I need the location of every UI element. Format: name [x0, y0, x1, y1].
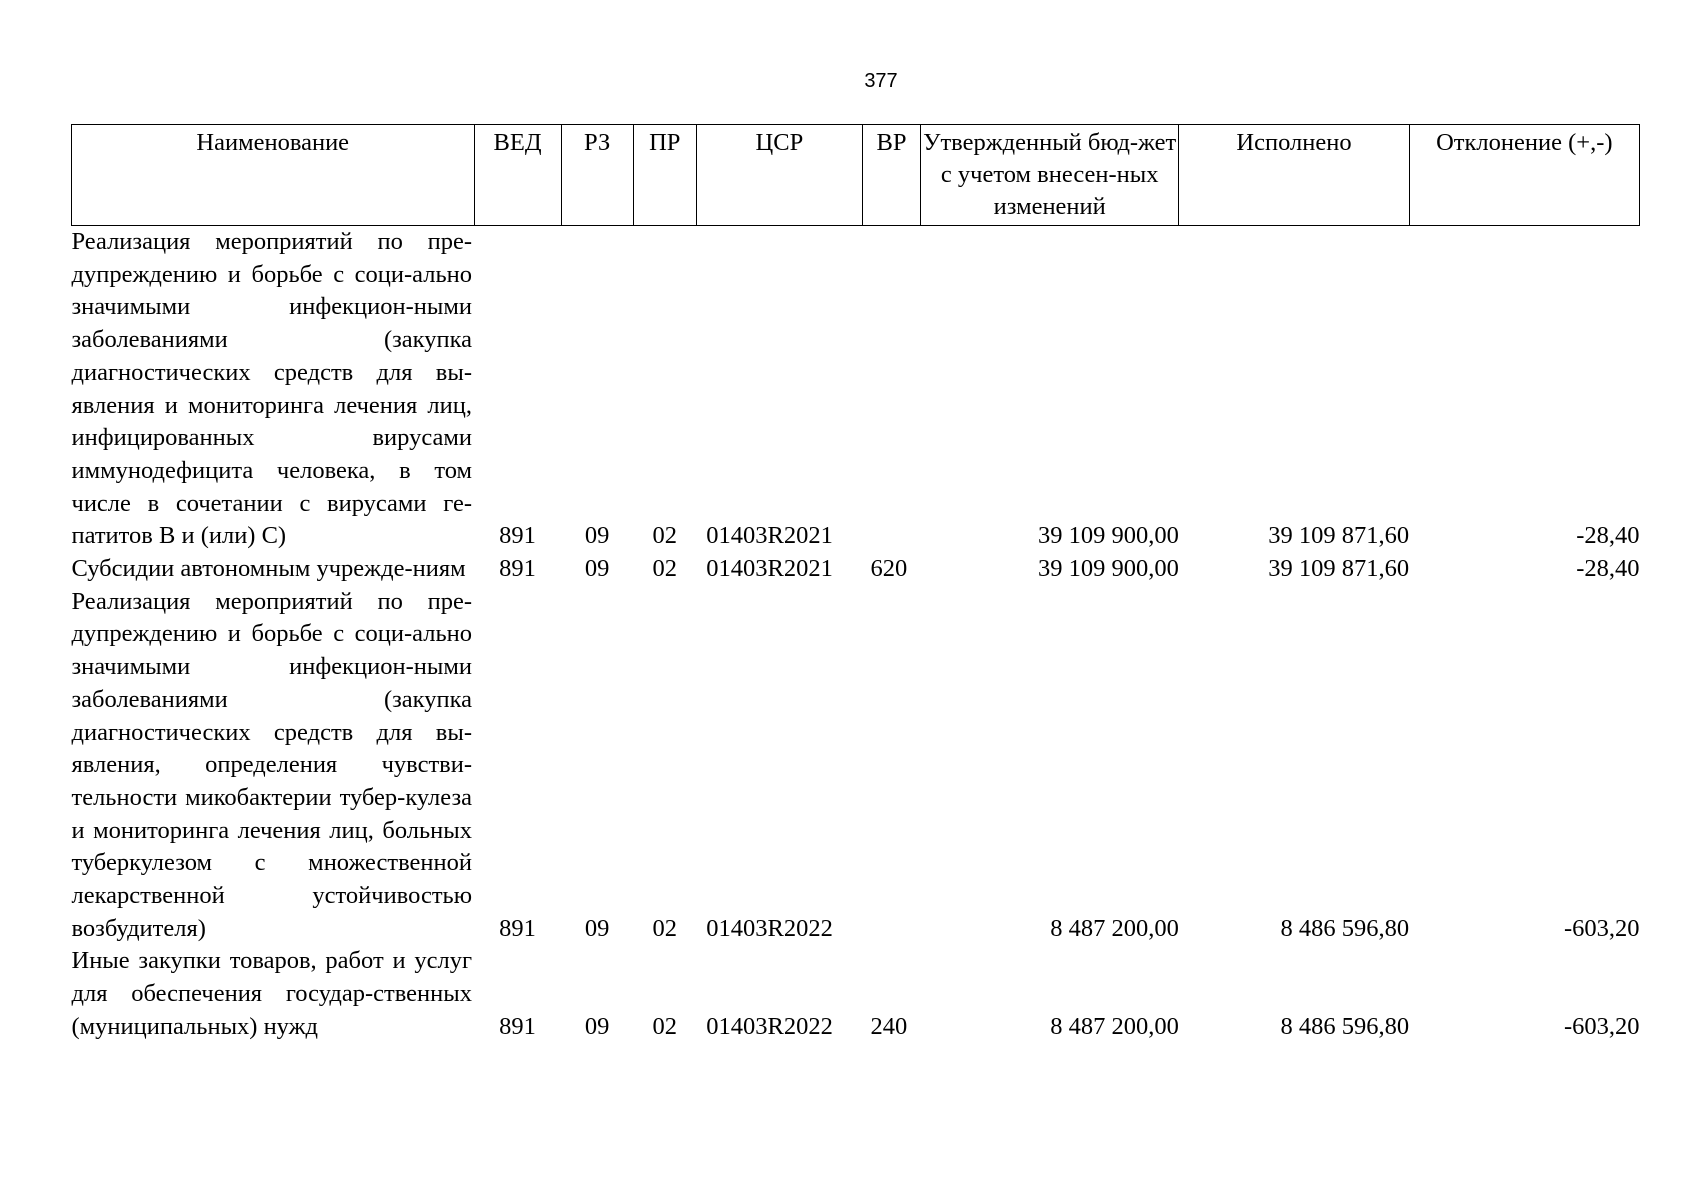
table-row — [72, 553, 1640, 586]
row-rz: 09 — [584, 914, 610, 942]
row-rz: 09 — [584, 555, 610, 583]
row-pr: 02 — [652, 1012, 677, 1040]
row-csr: 01403R2022 — [706, 914, 833, 942]
row-executed: 8 486 596,80 — [1280, 1012, 1410, 1040]
header-pr: ПР — [633, 125, 696, 226]
header-deviation: Отклонение (+,-) — [1409, 125, 1639, 226]
row-name: Иные закупки товаров, работ и услуг для обеспечения государ-ственных (муниципальных) нужд — [71, 947, 472, 1040]
row-deviation: -28,40 — [1576, 522, 1640, 550]
row-deviation: -28,40 — [1576, 555, 1640, 583]
row-rz: 09 — [584, 522, 610, 550]
table-row — [72, 586, 1640, 946]
row-vr — [862, 586, 920, 946]
table-header-row — [72, 125, 1640, 226]
row-name: Субсидии автономным учрежде-ниям — [71, 555, 466, 583]
row-ved: 891 — [499, 555, 536, 583]
row-deviation: -603,20 — [1563, 914, 1640, 942]
row-name: Реализация мероприятий по пре-дупреждению и борьбе с соци-ально значимыми инфекцион-ными заболеваниями (закупка диагностических средств для вы-явления, определения чувстви-тельности микобактерии тубер-кулеза и мониторинга лечения лиц, больных туберкулезом с множественной лекарственной устойчивостью возбудителя) — [71, 587, 472, 942]
row-budget: 39 109 900,00 — [1037, 555, 1179, 583]
row-vr — [862, 226, 920, 554]
row-vr: 240 — [870, 1012, 908, 1040]
header-rz: РЗ — [561, 125, 633, 226]
row-vr: 620 — [870, 555, 908, 583]
row-ved: 891 — [499, 914, 536, 942]
table-row — [72, 945, 1640, 1043]
row-csr: 01403R2022 — [706, 1012, 833, 1040]
row-ved: 891 — [499, 522, 536, 550]
budget-table — [71, 124, 1640, 1044]
row-rz: 09 — [584, 1012, 610, 1040]
table-row — [72, 226, 1640, 554]
row-csr: 01403R2021 — [706, 555, 833, 583]
row-budget: 39 109 900,00 — [1037, 522, 1179, 550]
header-budget: Утвержденный бюд-жет с учетом внесен-ных изменений — [921, 125, 1179, 226]
row-pr: 02 — [652, 914, 677, 942]
row-executed: 8 486 596,80 — [1280, 914, 1410, 942]
row-executed: 39 109 871,60 — [1268, 555, 1410, 583]
header-csr: ЦСР — [696, 125, 862, 226]
row-deviation: -603,20 — [1563, 1012, 1640, 1040]
header-vr: ВР — [862, 125, 920, 226]
row-budget: 8 487 200,00 — [1050, 1012, 1179, 1040]
row-name: Реализация мероприятий по пре-дупреждению и борьбе с соци-ально значимыми инфекцион-ными заболеваниями (закупка диагностических средств для вы-явления и мониторинга лечения лиц, инфицированных вирусами иммунодефицита человека, в том числе в сочетании с вирусами ге-патитов B и (или) C) — [71, 228, 472, 550]
row-pr: 02 — [652, 522, 677, 550]
page-number: 377 — [864, 70, 898, 92]
row-budget: 8 487 200,00 — [1050, 914, 1179, 942]
header-name: Наименование — [72, 125, 475, 226]
row-csr: 01403R2021 — [706, 522, 833, 550]
row-ved: 891 — [499, 1012, 536, 1040]
header-ved: ВЕД — [474, 125, 561, 226]
row-executed: 39 109 871,60 — [1268, 522, 1410, 550]
row-pr: 02 — [652, 555, 677, 583]
header-executed: Исполнено — [1179, 125, 1409, 226]
